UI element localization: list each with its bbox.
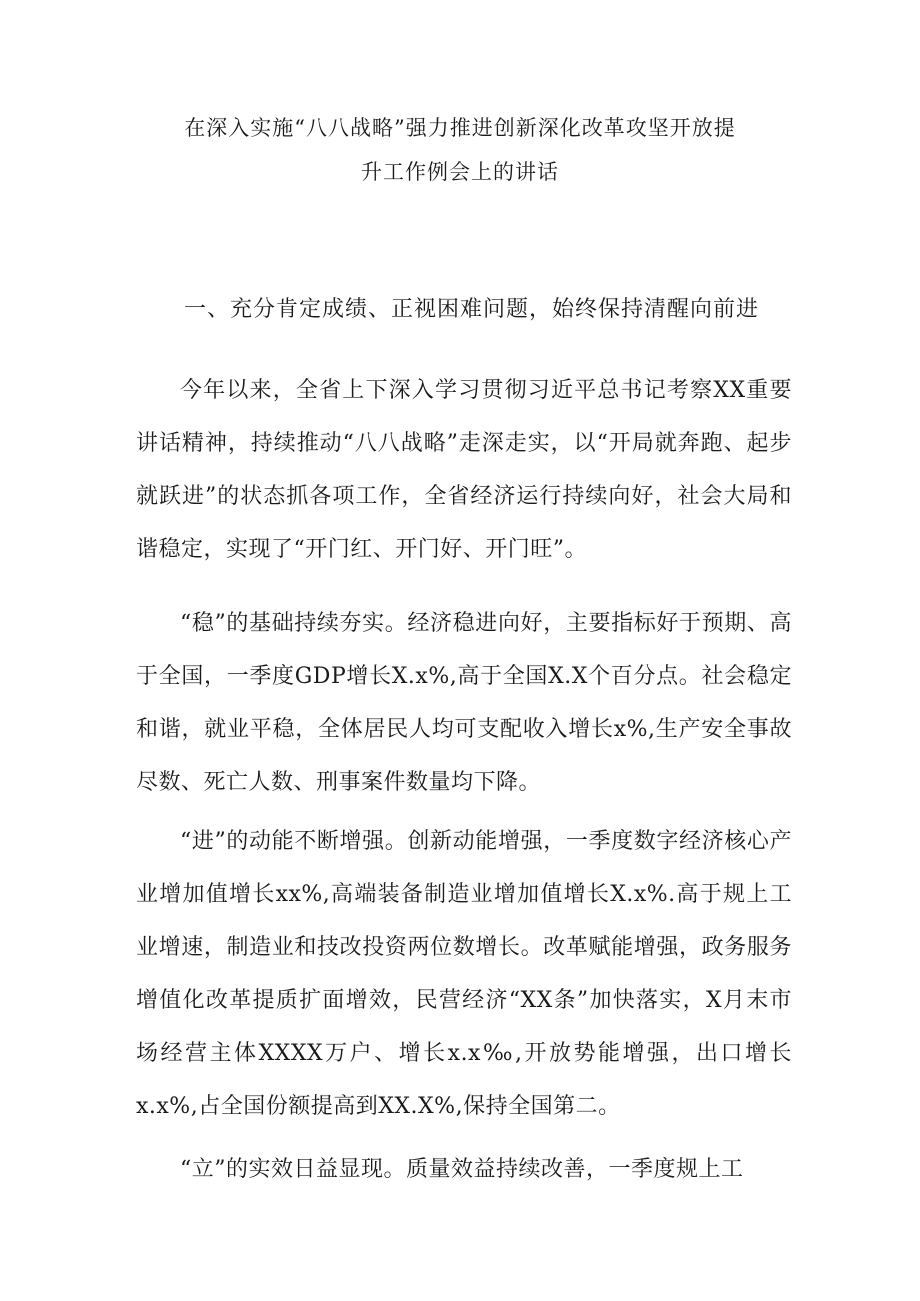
section-heading-1: 一、充分肯定成绩、正视困难问题，始终保持清醒向前进 [184,297,760,322]
document-title-line-2: 升工作例会上的讲话 [361,160,559,184]
document-title-line-1: 在深入实施“八八战略”强力推进创新深化改革攻坚开放提 [184,116,736,140]
paragraph-4: “立”的实效日益显现。质量效益持续改善，一季度规上工 [180,1157,744,1182]
paragraph-1: 今年以来，全省上下深入学习贯彻习近平总书记考察XX重要讲话精神，持续推动“八八战略”走深走实，以“开局就奔跑、起步就跃进”的状态抓各项工作，全省经济运行持续向好，社会大局和谐稳定，实现了“开门红、开门好、开门旺”。 [136,378,792,562]
paragraph-3: “进”的动能不断增强。创新动能增强，一季度数字经济核心产业增加值增长xx%,高端装备制造业增加值增长X.x%.高于规上工业增速，制造业和技改投资两位数增长。改革赋能增强，政务服务增值化改革提质扩面增效，民营经济“XX条”加快落实，X月末市场经营主体XXXX万户、增长x.x‰,开放势能增强，出口增长x.x%,占全国份额提高到XX.X%,保持全国第二。 [136,829,792,1119]
paragraph-2: “稳”的基础持续夯实。经济稳进向好，主要指标好于预期、高于全国，一季度GDP增长X.x%,高于全国X.X个百分点。社会稳定和谐，就业平稳，全体居民人均可支配收入增长x%,生产安全事故尽数、死亡人数、刑事案件数量均下降。 [136,611,792,795]
